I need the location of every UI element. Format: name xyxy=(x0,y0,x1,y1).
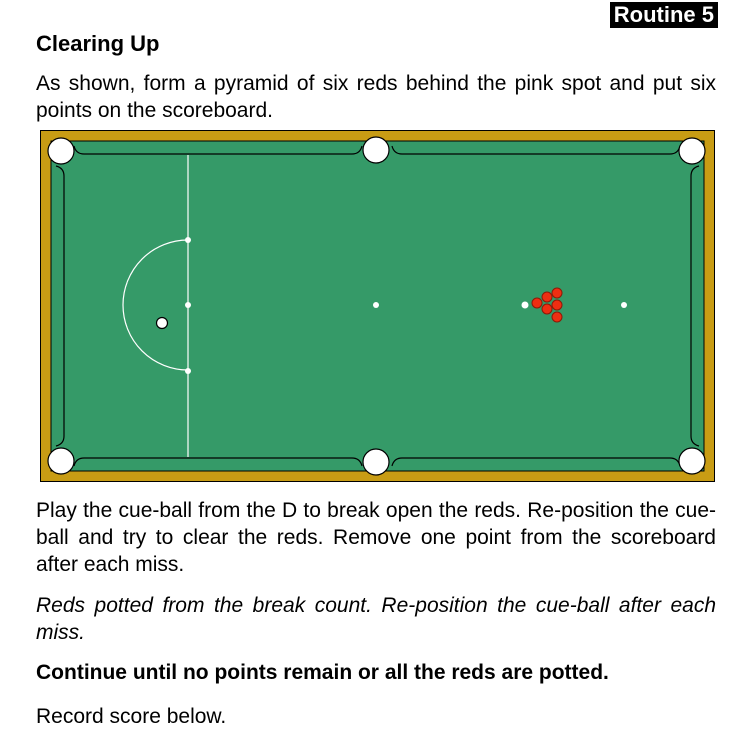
green-spot xyxy=(185,237,191,243)
red-ball xyxy=(542,304,552,314)
page-title: Clearing Up xyxy=(36,31,160,56)
red-ball xyxy=(542,292,552,302)
goal-paragraph: Continue until no points remain or all the reds are potted. xyxy=(36,661,609,684)
red-ball xyxy=(552,300,562,310)
instructions-paragraph: Play the cue-ball from the D to break open the reds. Re-position the cue-ball and try to clear the reds. Remove one point from the scoreboard after each miss. xyxy=(36,499,716,576)
pocket-bottom-left xyxy=(48,448,74,474)
cue-ball xyxy=(157,318,168,329)
red-ball xyxy=(552,288,562,298)
black-spot xyxy=(621,302,627,308)
routine-badge: Routine 5 xyxy=(610,2,718,28)
snooker-table-diagram xyxy=(40,130,715,482)
note-paragraph: Reds potted from the break count. Re-position the cue-ball after each miss. xyxy=(36,594,716,644)
pocket-top-middle xyxy=(363,137,389,163)
red-ball xyxy=(552,312,562,322)
red-ball xyxy=(532,298,542,308)
pocket-top-left xyxy=(48,138,74,164)
yellow-spot xyxy=(185,368,191,374)
pocket-bottom-right xyxy=(679,448,705,474)
blue-spot xyxy=(373,302,379,308)
pocket-top-right xyxy=(679,138,705,164)
brown-spot xyxy=(185,302,191,308)
intro-paragraph: As shown, form a pyramid of six reds behind the pink spot and put six points on the scoreboard. xyxy=(36,72,716,122)
record-paragraph: Record score below. xyxy=(36,705,227,728)
pocket-bottom-middle xyxy=(363,449,389,475)
pink-spot xyxy=(522,302,529,309)
